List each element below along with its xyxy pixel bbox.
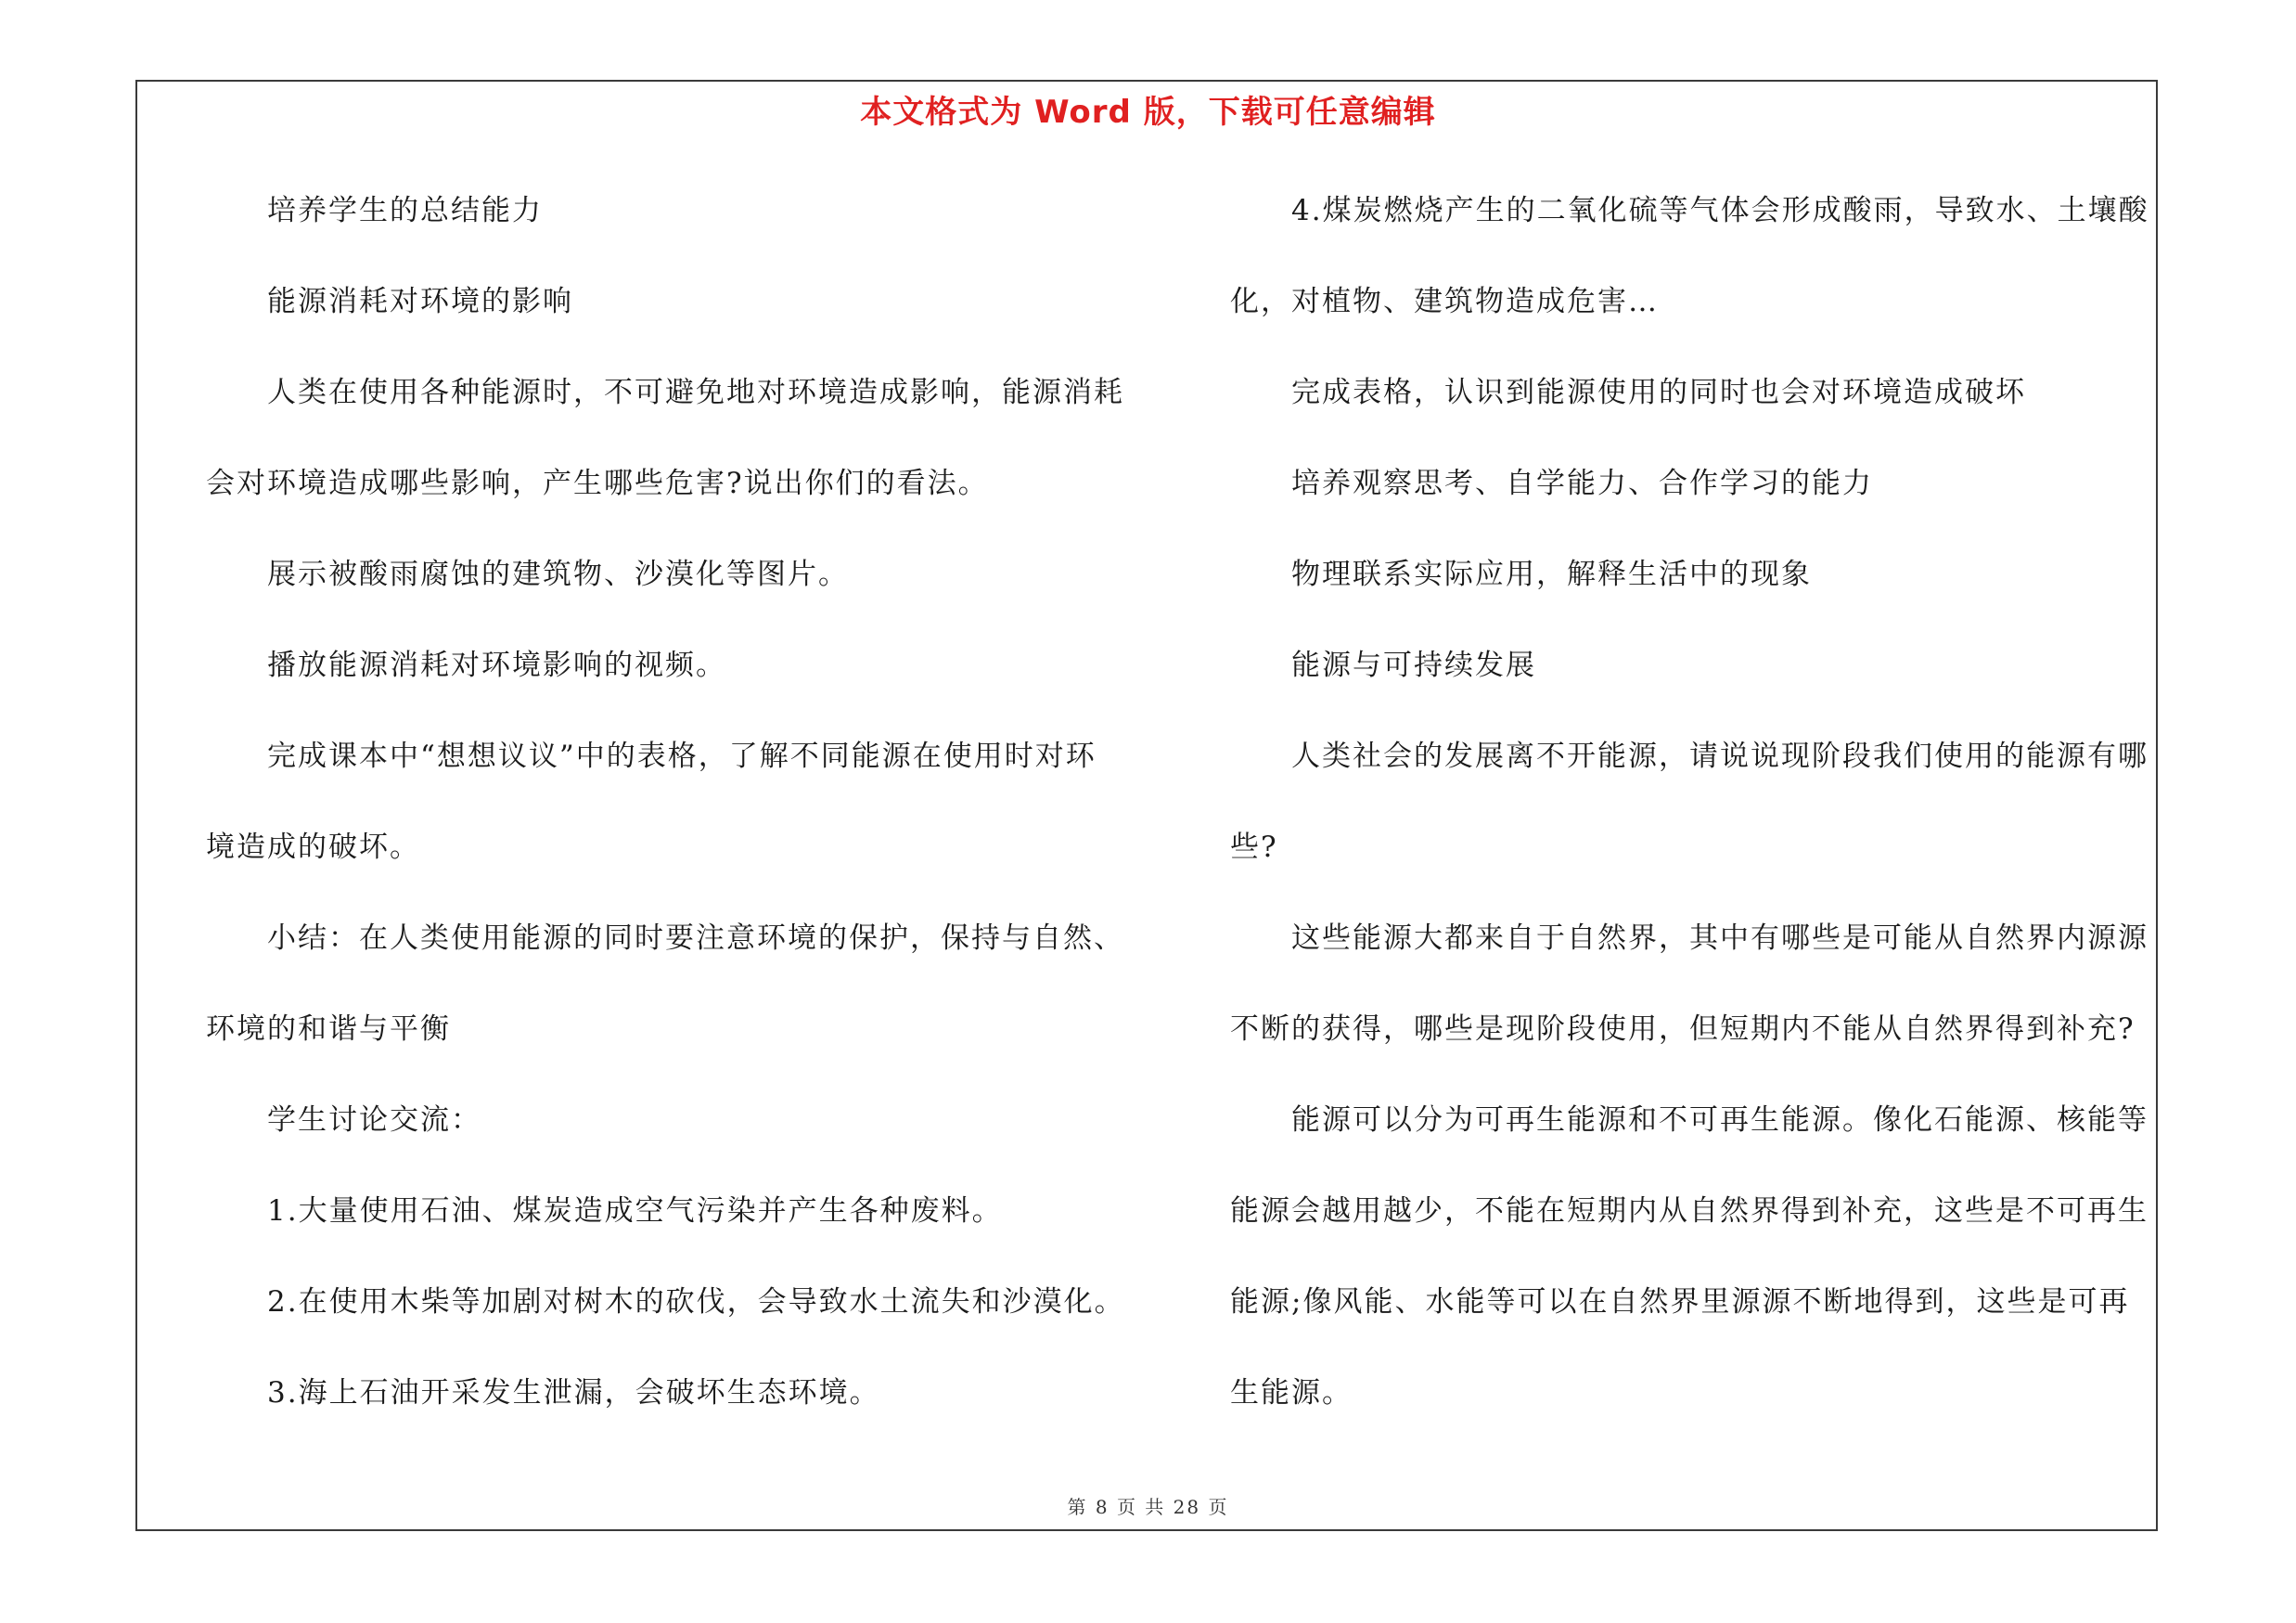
paragraph-line: 能源会越用越少，不能在短期内从自然界得到补充，这些是不可再生 <box>1230 1194 2148 1228</box>
page-number: 第 8 页 共 28 页 <box>1067 1496 1229 1518</box>
paragraph-line: 这些能源大都来自于自然界，其中有哪些是可能从自然界内源源 <box>1291 921 2148 955</box>
paragraph-line: 完成表格，认识到能源使用的同时也会对环境造成破坏 <box>1291 376 2026 409</box>
paragraph-line: 会对环境造成哪些影响，产生哪些危害?说出你们的看法。 <box>206 467 989 500</box>
paragraph-line: 展示被酸雨腐蚀的建筑物、沙漠化等图片。 <box>267 558 849 591</box>
paragraph-line: 物理联系实际应用，解释生活中的现象 <box>1291 558 1812 591</box>
paragraph-line: 学生讨论交流： <box>267 1103 481 1137</box>
paragraph-line: 生能源。 <box>1230 1376 1353 1410</box>
paragraph-line: 完成课本中“想想议议”中的表格，了解不同能源在使用时对环 <box>267 740 1097 773</box>
paragraph-line: 能源;像风能、水能等可以在自然界里源源不断地得到，这些是可再 <box>1230 1285 2130 1319</box>
paragraph-line: 境造成的破坏。 <box>206 831 420 864</box>
paragraph-line: 能源可以分为可再生能源和不可再生能源。像化石能源、核能等 <box>1291 1103 2148 1137</box>
paragraph-line: 2.在使用木柴等加剧对树木的砍伐，会导致水土流失和沙漠化。 <box>267 1285 1125 1319</box>
paragraph-line: 能源与可持续发展 <box>1291 649 1536 682</box>
paragraph-line: 化，对植物、建筑物造成危害… <box>1230 285 1659 318</box>
paragraph-line: 小结：在人类使用能源的同时要注意环境的保护，保持与自然、 <box>267 921 1124 955</box>
paragraph-line: 培养观察思考、自学能力、合作学习的能力 <box>1291 467 1873 500</box>
paragraph-line: 些? <box>1230 831 1278 864</box>
format-banner: 本文格式为 Word 版，下载可任意编辑 <box>860 94 1436 131</box>
paragraph-line: 1.大量使用石油、煤炭造成空气污染并产生各种废料。 <box>267 1194 1003 1228</box>
paragraph-line: 人类社会的发展离不开能源，请说说现阶段我们使用的能源有哪 <box>1291 740 2148 773</box>
paragraph-line: 能源消耗对环境的影响 <box>267 285 573 318</box>
paragraph-line: 培养学生的总结能力 <box>267 194 543 227</box>
paragraph-line: 环境的和谐与平衡 <box>206 1012 451 1046</box>
right-column <box>1230 184 2148 1457</box>
paragraph-line: 不断的获得，哪些是现阶段使用，但短期内不能从自然界得到补充? <box>1230 1012 2136 1046</box>
left-column <box>206 184 1161 1457</box>
paragraph-line: 人类在使用各种能源时，不可避免地对环境造成影响，能源消耗 <box>267 376 1124 409</box>
paragraph-line: 3.海上石油开采发生泄漏，会破坏生态环境。 <box>267 1376 880 1410</box>
paragraph-line: 4.煤炭燃烧产生的二氧化硫等气体会形成酸雨，导致水、土壤酸 <box>1291 194 2149 227</box>
paragraph-line: 播放能源消耗对环境影响的视频。 <box>267 649 726 682</box>
